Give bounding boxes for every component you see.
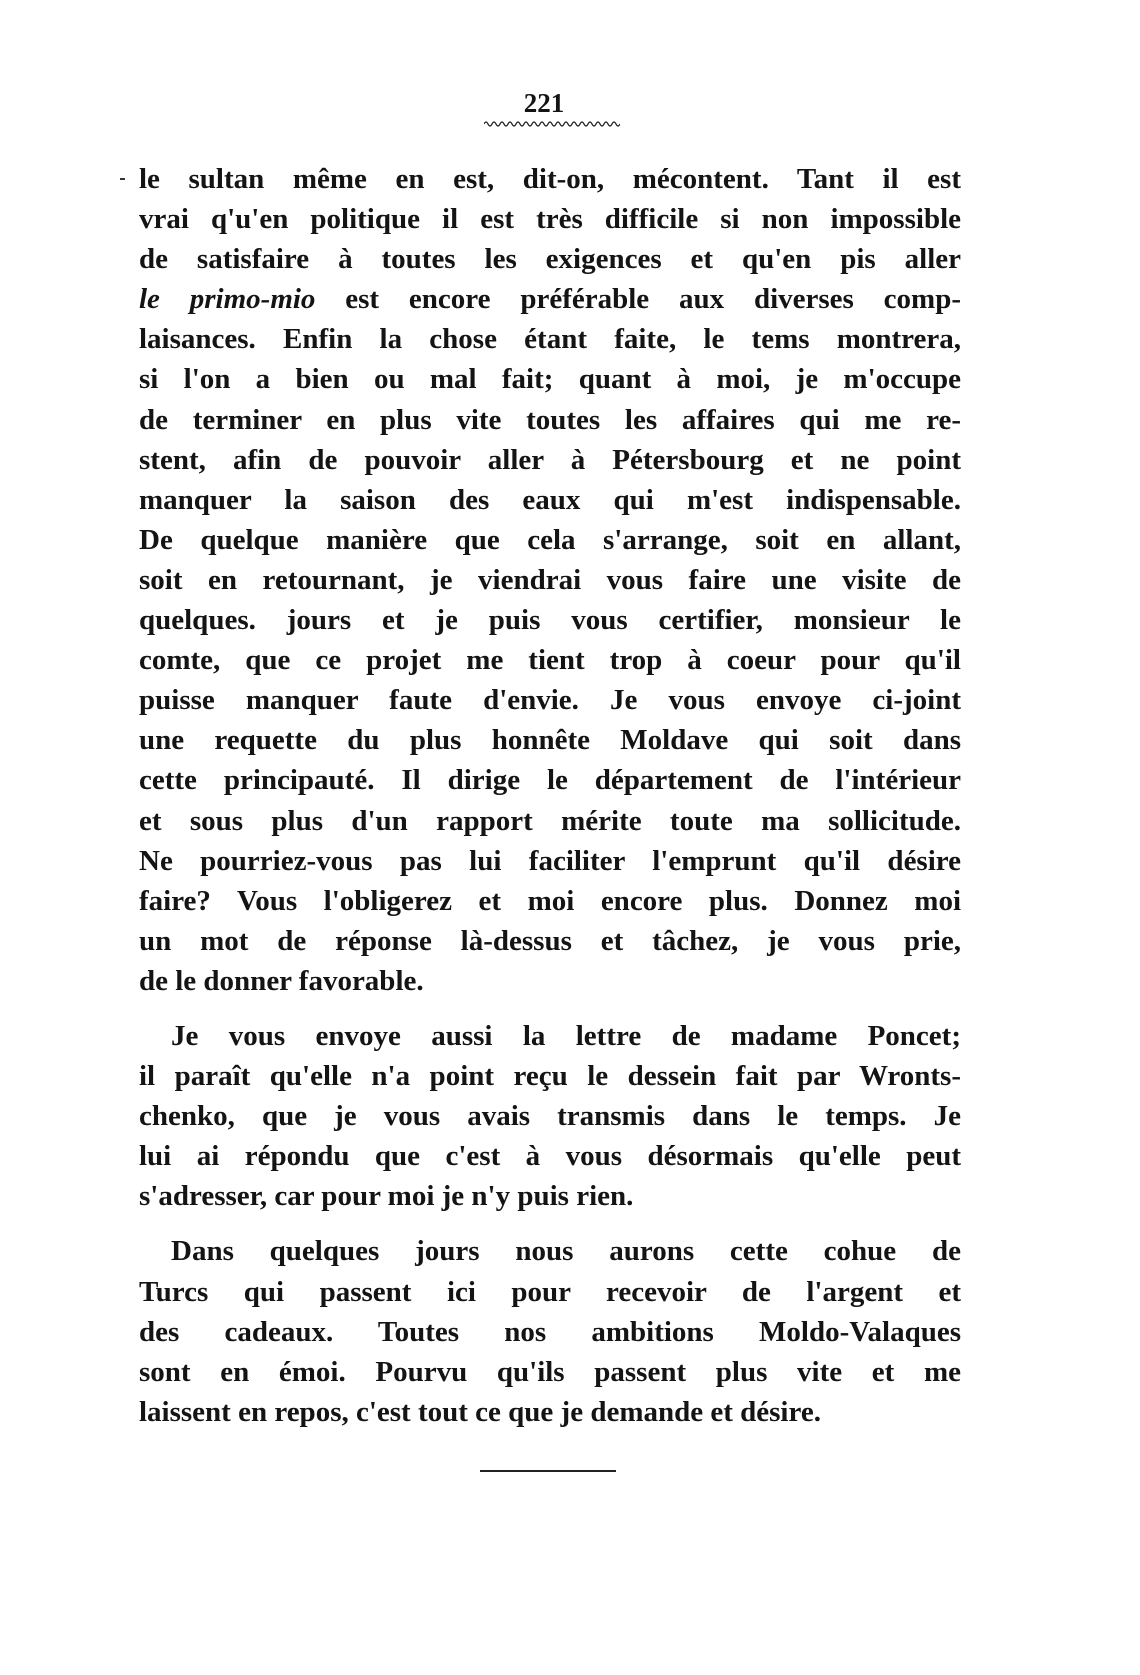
page-number: 221: [523, 88, 565, 118]
text-line: si l'on a bien ou mal fait; quant à moi, je m'occupe: [139, 363, 961, 396]
text-line: et sous plus d'un rapport mérite toute ma sollicitude.: [139, 804, 961, 837]
body-text: [139, 159, 961, 1432]
text-line: laisances. Enfin la chose étant faite, le tems montrera,: [139, 323, 961, 356]
text-line: de satisfaire à toutes les exigences et qu'en pis aller: [139, 243, 961, 276]
text-line: Je vous envoye aussi la lettre de madame Poncet;: [171, 1019, 961, 1052]
paragraph: [139, 1016, 961, 1216]
text-line: puisse manquer faute d'envie. Je vous envoye ci-joint: [139, 684, 961, 717]
line-rest: est encore préférable aux diverses comp-: [315, 283, 961, 316]
text-line: lui ai répondu que c'est à vous désormais qu'elle peut: [139, 1140, 961, 1173]
text-line: faire? Vous l'obligerez et moi encore plus. Donnez moi: [139, 884, 961, 917]
text-line: des cadeaux. Toutes nos ambitions Moldo-Valaques: [139, 1315, 961, 1348]
text-line: de terminer en plus vite toutes les affaires qui me re-: [139, 403, 961, 436]
text-line: cette principauté. Il dirige le département de l'intérieur: [139, 764, 961, 797]
text-line: Dans quelques jours nous aurons cette cohue de: [171, 1235, 961, 1268]
paragraph: [139, 159, 961, 1001]
text-line: De quelque manière que cela s'arrange, soit en allant,: [139, 523, 961, 556]
text-line: stent, afin de pouvoir aller à Pétersbourg et ne point: [139, 443, 961, 476]
end-rule: [480, 1470, 616, 1472]
text-line: laissent en repos, c'est tout ce que je demande et désire.: [139, 1395, 821, 1428]
text-line: chenko, que je vous avais transmis dans le temps. Je: [139, 1100, 961, 1133]
text-line: [139, 279, 961, 319]
text-line: Turcs qui passent ici pour recevoir de l'argent et: [139, 1275, 961, 1308]
text-line: sont en émoi. Pourvu qu'ils passent plus vite et me: [139, 1355, 961, 1388]
margin-mark: [120, 178, 125, 180]
text-line: quelques. jours et je puis vous certifier, monsieur le: [139, 604, 961, 637]
text-line: le sultan même en est, dit-on, mécontent. Tant il est: [139, 163, 961, 195]
text-line: comte, que ce projet me tient trop à coeur pour qu'il: [139, 644, 961, 677]
text-line: un mot de réponse là-dessus et tâchez, je vous prie,: [139, 924, 961, 957]
text-line: s'adresser, car pour moi je n'y puis rien.: [139, 1180, 634, 1213]
text-line: de le donner favorable.: [139, 964, 424, 997]
text-line: manquer la saison des eaux qui m'est indispensable.: [139, 483, 961, 516]
text-line: il paraît qu'elle n'a point reçu le dessein fait par Wronts-: [139, 1060, 961, 1093]
text-line: soit en retournant, je viendrai vous faire une visite de: [139, 563, 961, 596]
decorative-wavy-rule: [484, 120, 620, 128]
text-line: Ne pourriez-vous pas lui faciliter l'emprunt qu'il désire: [139, 844, 961, 877]
italic-phrase: le primo-mio: [139, 283, 316, 316]
text-line: vrai q'u'en politique il est très difficile si non impossible: [139, 203, 961, 236]
text-line: une requette du plus honnête Moldave qui soit dans: [139, 724, 961, 757]
paragraph: [139, 1231, 961, 1431]
